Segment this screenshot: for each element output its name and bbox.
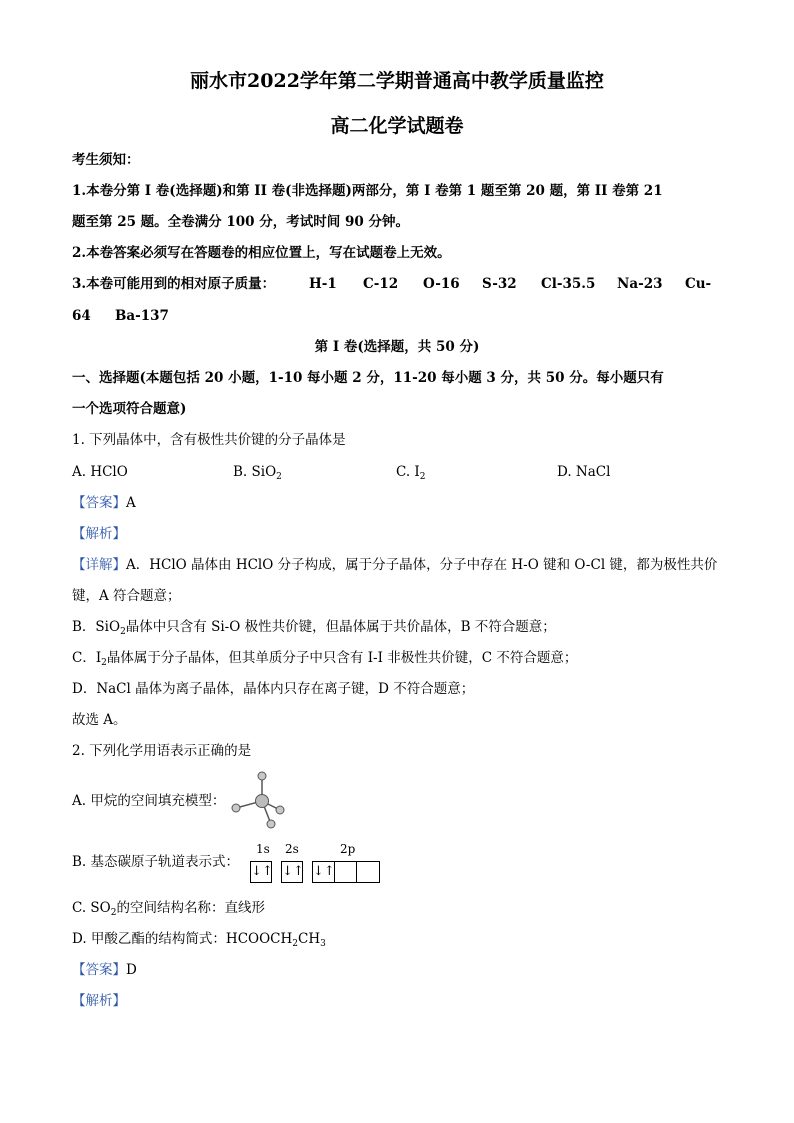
mass-s: S-32	[482, 276, 517, 292]
page-subtitle: 高二化学试题卷	[330, 115, 464, 137]
q1-option-b: B. SiO$_2$	[233, 464, 282, 482]
section-heading: 第 I 卷(选择题，共 50 分)	[314, 339, 480, 355]
q1-option-c: C. $I_2$	[396, 464, 426, 482]
orbital-diagram	[248, 842, 383, 888]
notice-item-1-line-1: 1.本卷分第 I 卷(选择题)和第 II 卷(非选择题)两部分，第 I 卷第 1 题至第 20 题，第 II 卷第 21	[72, 183, 663, 199]
mass-h: H-1	[309, 276, 337, 292]
page-title: 丽水市2022学年第二学期普通高中教学质量监控	[190, 70, 604, 92]
detail-tag: 【详解】	[72, 557, 126, 573]
q1-detail-line-2: 键，A 符合题意；	[72, 588, 181, 604]
orbital-box-1s: ↓↑	[250, 861, 272, 883]
answer-tag: 【答案】	[72, 962, 126, 978]
q2-option-b: B. 基态碳原子轨道表示式：	[72, 854, 240, 870]
mass-o: O-16	[423, 276, 460, 292]
mass-c: C-12	[363, 276, 399, 292]
q1-analysis-tag: 【解析】	[72, 526, 126, 542]
mass-ba: Ba-137	[115, 308, 169, 324]
mass-na: Na-23	[617, 276, 663, 292]
q1-conclusion: 故选 A。	[72, 712, 127, 728]
q1-stem: 1. 下列晶体中，含有极性共价键的分子晶体是	[72, 432, 346, 448]
q2-analysis-tag: 【解析】	[72, 993, 126, 1009]
orbital-label-1s: 1s	[256, 842, 270, 856]
answer-tag: 【答案】	[72, 495, 126, 511]
methane-model-icon	[228, 768, 290, 830]
q1-detail-c: C．$I_2$晶体属于分子晶体，但其单质分子中只含有 I-I 非极性共价键，C 不符合题意；	[72, 650, 578, 668]
atomic-masses-row-2	[0, 306, 794, 326]
q1-answer	[72, 493, 136, 513]
q1-detail-d: D．NaCl 晶体为离子晶体，晶体内只存在离子键，D 不符合题意；	[72, 681, 475, 697]
section-intro-line-2: 一个选项符合题意)	[72, 401, 187, 417]
q2-option-c: C. $SO_2$的空间结构名称：直线形	[72, 900, 265, 918]
orbital-label-2p: 2p	[340, 842, 356, 856]
section-intro-line-1: 一、选择题(本题包括 20 小题，1-10 每小题 2 分，11-20 每小题 3 分，共 50 分。每小题只有	[72, 370, 664, 386]
q1-option-a: A. HClO	[72, 464, 128, 480]
mass-cu-value: 64	[72, 308, 91, 324]
orbital-box-2p: ↓↑	[312, 861, 380, 883]
q1-detail-line-1: 【详解】A．HClO 晶体由 HClO 分子构成，属于分子晶体，分子中存在 H-O 键和 O-Cl 键，都为极性共价	[72, 557, 718, 573]
q2-answer	[72, 960, 137, 980]
mass-cu: Cu-	[685, 276, 712, 292]
q2-answer-value: D	[126, 962, 137, 978]
q2-option-d: D. 甲酸乙酯的结构简式：$HCOOCH_2CH_3$	[72, 931, 326, 949]
notice-item-1-line-2: 题至第 25 题。全卷满分 100 分，考试时间 90 分钟。	[72, 214, 409, 230]
atomic-masses-row-1	[0, 274, 794, 294]
notice-item-2: 2.本卷答案必须写在答题卷的相应位置上，写在试题卷上无效。	[72, 245, 451, 261]
mass-cl: Cl-35.5	[541, 276, 596, 292]
q1-answer-value: A	[126, 495, 136, 511]
notice-item-3-label: 3.本卷可能用到的相对原子质量：	[72, 276, 276, 292]
notice-heading: 考生须知：	[72, 152, 140, 168]
q2-stem: 2. 下列化学用语表示正确的是	[72, 743, 252, 759]
q1-option-d: D. NaCl	[557, 464, 611, 480]
orbital-box-2s: ↓↑	[281, 861, 303, 883]
orbital-label-2s: 2s	[285, 842, 299, 856]
q1-detail-b: B．SiO$_2$晶体中只含有 Si-O 极性共价键，但晶体属于共价晶体，B 不符合题意；	[72, 619, 556, 637]
q2-option-a: A. 甲烷的空间填充模型：	[72, 793, 226, 809]
